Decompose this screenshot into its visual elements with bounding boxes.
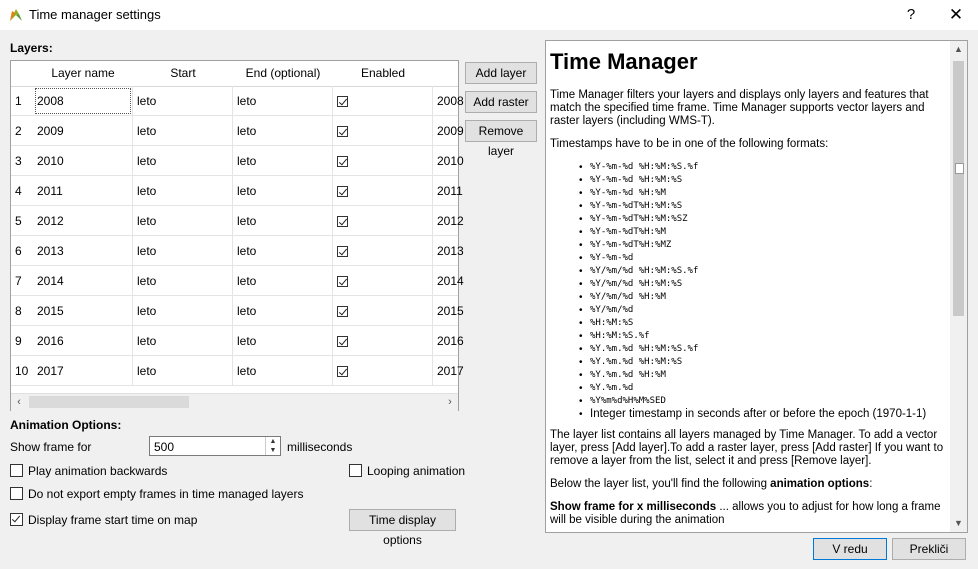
format-item: • %Y%m%d%H%M%SED xyxy=(590,395,948,408)
scrollbar-thumb[interactable] xyxy=(29,396,189,408)
display-start-time-checkbox[interactable] xyxy=(10,513,23,526)
extra-cell: 2016 xyxy=(433,326,458,356)
enabled-checkbox[interactable] xyxy=(337,246,348,257)
enabled-cell[interactable] xyxy=(333,326,433,356)
scroll-left-icon[interactable]: ‹ xyxy=(17,396,21,408)
layer-name-cell[interactable]: 2017 xyxy=(33,356,133,386)
end-cell[interactable]: leto xyxy=(233,356,333,386)
row-number: 6 xyxy=(11,236,33,266)
format-item: • %Y/%m/%d %H:%M xyxy=(590,291,948,304)
format-item: • %Y/%m/%d %H:%M:%S.%f xyxy=(590,265,948,278)
format-item: • %Y.%m.%d %H:%M xyxy=(590,369,948,382)
table-row[interactable] xyxy=(11,296,464,326)
format-item: • %Y-%m-%d xyxy=(590,252,948,265)
help-formats-intro: Timestamps have to be in one of the following formats: xyxy=(550,138,829,150)
row-number: 8 xyxy=(11,296,33,326)
format-item-integer: • Integer timestamp in seconds after or before the epoch (1970-1-1) xyxy=(590,408,948,421)
table-row[interactable] xyxy=(11,236,464,266)
scrollbar-thumb[interactable] xyxy=(953,61,964,316)
format-item: • %Y-%m-%d %H:%M:%S.%f xyxy=(590,161,948,174)
table-row[interactable] xyxy=(11,356,464,386)
enabled-checkbox[interactable] xyxy=(337,306,348,317)
ok-button[interactable]: V redu xyxy=(813,538,887,560)
spin-up-icon[interactable]: ▲ xyxy=(269,438,277,445)
add-layer-button[interactable]: Add layer xyxy=(465,62,537,84)
format-item: • %H:%M:%S xyxy=(590,317,948,330)
column-header-end[interactable]: End (optional) xyxy=(233,61,334,87)
enabled-cell[interactable] xyxy=(333,266,433,296)
enabled-cell[interactable] xyxy=(333,176,433,206)
enabled-checkbox[interactable] xyxy=(337,96,348,107)
start-cell[interactable]: leto xyxy=(133,206,233,236)
end-cell[interactable]: leto xyxy=(233,326,333,356)
enabled-cell[interactable] xyxy=(333,206,433,236)
column-header-layer-name[interactable]: Layer name xyxy=(33,61,134,87)
spin-buttons xyxy=(265,437,280,455)
no-empty-frames-label: Do not export empty frames in time managed layers xyxy=(28,487,304,501)
layer-name-cell[interactable]: 2008 xyxy=(33,86,133,116)
frame-duration-value[interactable]: 500 xyxy=(154,440,175,454)
enabled-checkbox[interactable] xyxy=(337,156,348,167)
table-row[interactable] xyxy=(11,326,464,356)
table-header xyxy=(11,61,458,86)
end-cell[interactable]: leto xyxy=(233,266,333,296)
enabled-checkbox[interactable] xyxy=(337,366,348,377)
layer-name-cell[interactable]: 2015 xyxy=(33,296,133,326)
scroll-down-icon[interactable]: ▼ xyxy=(954,518,963,528)
start-cell[interactable]: leto xyxy=(133,116,233,146)
format-item: • %Y-%m-%dT%H:%M:%S xyxy=(590,200,948,213)
looping-label: Looping animation xyxy=(367,464,466,478)
show-frame-label: Show frame for xyxy=(10,440,92,454)
start-cell[interactable]: leto xyxy=(133,176,233,206)
row-number: 4 xyxy=(11,176,33,206)
end-cell[interactable]: leto xyxy=(233,86,333,116)
extra-cell: 2010 xyxy=(433,146,458,176)
table-row[interactable] xyxy=(11,206,464,236)
format-item: • %Y/%m/%d xyxy=(590,304,948,317)
end-cell[interactable]: leto xyxy=(233,236,333,266)
end-cell[interactable]: leto xyxy=(233,116,333,146)
format-item: • %Y-%m-%d %H:%M:%S xyxy=(590,174,948,187)
no-empty-frames-checkbox[interactable] xyxy=(10,487,23,500)
milliseconds-label: milliseconds xyxy=(287,440,353,454)
enabled-cell[interactable] xyxy=(333,296,433,326)
spin-down-icon[interactable]: ▼ xyxy=(269,447,277,454)
end-cell[interactable]: leto xyxy=(233,206,333,236)
play-backwards-checkbox[interactable] xyxy=(10,464,23,477)
display-start-time-label: Display frame start time on map xyxy=(28,513,198,527)
start-cell[interactable]: leto xyxy=(133,146,233,176)
play-backwards-label: Play animation backwards xyxy=(28,464,168,478)
cancel-button[interactable]: Prekliči xyxy=(892,538,966,560)
window-title: Time manager settings xyxy=(29,7,161,22)
extra-cell: 2011 xyxy=(433,176,458,206)
format-item: • %H:%M:%S.%f xyxy=(590,330,948,343)
row-number: 3 xyxy=(11,146,33,176)
help-button[interactable]: ? xyxy=(906,6,916,23)
start-cell[interactable]: leto xyxy=(133,236,233,266)
layer-name-cell[interactable]: 2009 xyxy=(33,116,133,146)
scroll-right-icon[interactable]: › xyxy=(448,396,452,408)
scroll-up-icon[interactable]: ▲ xyxy=(954,44,963,54)
format-item: • %Y.%m.%d xyxy=(590,382,948,395)
enabled-checkbox[interactable] xyxy=(337,276,348,287)
help-layer-list-text: The layer list contains all layers managed by Time Manager. To add a vector layer, press [Add layer].To add a raster layer, press [Add raster] If you want to remove a layer from the list, select it and press [Remove layer]. xyxy=(550,429,944,467)
extra-cell: 2008 xyxy=(433,86,458,116)
format-item: • %Y-%m-%dT%H:%M:%SZ xyxy=(590,213,948,226)
table-row[interactable] xyxy=(11,116,464,146)
enabled-checkbox[interactable] xyxy=(337,216,348,227)
format-item: • %Y.%m.%d %H:%M:%S.%f xyxy=(590,343,948,356)
enabled-checkbox[interactable] xyxy=(337,186,348,197)
layer-name-cell[interactable]: 2010 xyxy=(33,146,133,176)
row-number: 2 xyxy=(11,116,33,146)
frame-duration-spinbox[interactable] xyxy=(149,436,281,456)
help-title: Time Manager xyxy=(550,49,698,74)
start-cell[interactable]: leto xyxy=(133,86,233,116)
enabled-cell[interactable] xyxy=(333,116,433,146)
extra-cell: 2017 xyxy=(433,356,458,386)
formats-list xyxy=(550,161,948,421)
enabled-checkbox[interactable] xyxy=(337,126,348,137)
start-cell[interactable]: leto xyxy=(133,296,233,326)
end-cell[interactable]: leto xyxy=(233,176,333,206)
animation-options-label: Animation Options: xyxy=(10,418,122,432)
start-cell[interactable]: leto xyxy=(133,326,233,356)
looping-checkbox[interactable] xyxy=(349,464,362,477)
column-header-enabled[interactable]: Enabled xyxy=(333,61,434,87)
format-item: • %Y-%m-%dT%H:%MZ xyxy=(590,239,948,252)
layer-name-cell[interactable]: 2012 xyxy=(33,206,133,236)
time-display-options-button[interactable]: Time display options xyxy=(349,509,456,531)
extra-cell: 2012 xyxy=(433,206,458,236)
enabled-checkbox[interactable] xyxy=(337,336,348,347)
start-cell[interactable]: leto xyxy=(133,356,233,386)
help-show-frame-text: Show frame for x milliseconds ... allows you to adjust for how long a frame will be visible during the animation xyxy=(550,501,941,526)
help-content xyxy=(550,45,948,537)
vertical-scrollbar[interactable] xyxy=(950,41,967,532)
column-header-start[interactable]: Start xyxy=(133,61,234,87)
format-item: • %Y-%m-%dT%H:%M xyxy=(590,226,948,239)
row-number: 9 xyxy=(11,326,33,356)
end-cell[interactable]: leto xyxy=(233,296,333,326)
table-row[interactable] xyxy=(11,176,463,206)
qgis-logo-icon xyxy=(7,6,25,24)
column-header-extra xyxy=(433,61,458,87)
help-below-text: Below the layer list, you'll find the following animation options: xyxy=(550,478,873,490)
enabled-cell[interactable] xyxy=(333,146,433,176)
layer-name-cell[interactable]: 2014 xyxy=(33,266,133,296)
horizontal-scrollbar[interactable] xyxy=(11,393,458,411)
row-number: 1 xyxy=(11,86,33,116)
row-number: 10 xyxy=(11,356,33,386)
end-cell[interactable]: leto xyxy=(233,146,333,176)
help-intro: Time Manager filters your layers and displays only layers and features that match the specified time frame. Time Manager supports vector layers and raster layers (including WMS-T). xyxy=(550,89,929,127)
start-cell[interactable]: leto xyxy=(133,266,233,296)
row-number: 5 xyxy=(11,206,33,236)
layers-label: Layers: xyxy=(10,41,53,55)
close-icon[interactable]: ✕ xyxy=(948,5,964,24)
format-item: • %Y.%m.%d %H:%M:%S xyxy=(590,356,948,369)
enabled-cell[interactable] xyxy=(333,356,433,386)
scrollbar-grip xyxy=(955,163,964,174)
help-panel[interactable] xyxy=(545,40,968,533)
enabled-cell[interactable] xyxy=(333,236,433,266)
layers-table[interactable] xyxy=(10,60,464,411)
remove-layer-button[interactable]: Remove layer xyxy=(465,120,537,142)
format-item: • %Y-%m-%d %H:%M xyxy=(590,187,948,200)
row-number: 7 xyxy=(11,266,33,296)
layer-name-cell[interactable]: 2016 xyxy=(33,326,133,356)
title-bar xyxy=(0,0,978,30)
layer-name-cell[interactable]: 2013 xyxy=(33,236,133,266)
format-item: • %Y/%m/%d %H:%M:%S xyxy=(590,278,948,291)
table-row[interactable] xyxy=(11,86,464,116)
extra-cell: 2009 xyxy=(433,116,458,146)
table-row[interactable] xyxy=(11,146,464,176)
row-number-header xyxy=(11,61,34,87)
table-row[interactable] xyxy=(11,266,464,296)
enabled-cell[interactable] xyxy=(333,86,433,116)
extra-cell: 2013 xyxy=(433,236,458,266)
add-raster-button[interactable]: Add raster xyxy=(465,91,537,113)
extra-cell: 2014 xyxy=(433,266,458,296)
layer-name-cell[interactable]: 2011 xyxy=(33,176,133,206)
extra-cell: 2015 xyxy=(433,296,458,326)
